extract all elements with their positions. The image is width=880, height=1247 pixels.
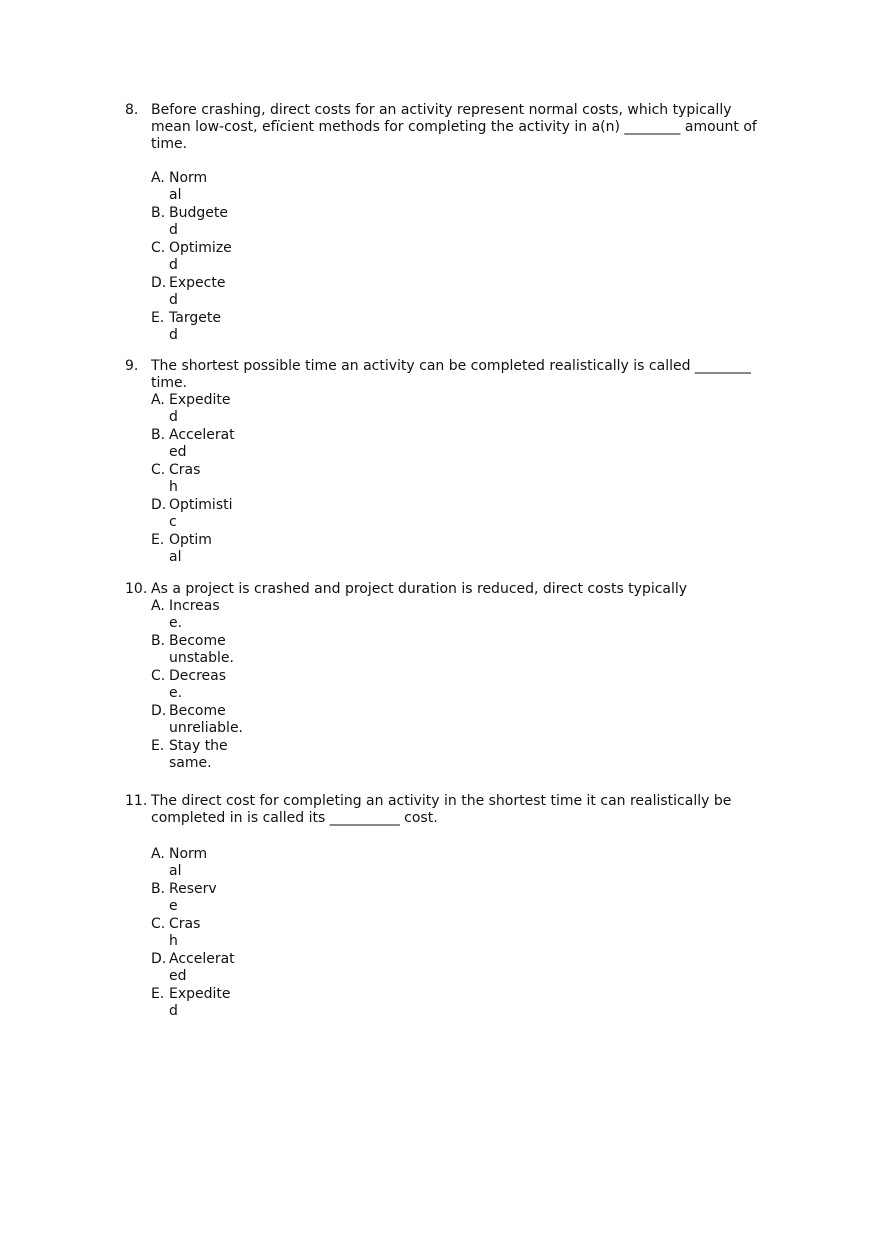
option-e[interactable] [125,986,775,1020]
option-letter: A. [151,846,165,862]
option-d[interactable] [125,275,775,309]
answer-options [125,170,775,344]
question-text: Before crashing, direct costs for an activity represent normal costs, which typically mean low-cost, efïcient methods for completing the activity in a(n) ________ amount of time. [151,102,757,152]
option-c[interactable] [125,240,775,274]
option-e[interactable] [125,738,775,772]
option-b[interactable] [125,427,775,461]
option-letter: A. [151,598,165,614]
option-c[interactable] [125,916,775,950]
option-letter: D. [151,275,167,291]
option-d[interactable] [125,703,775,737]
option-b[interactable] [125,633,775,667]
option-letter: B. [151,633,166,649]
option-text: Expected [169,275,226,308]
option-d[interactable] [125,497,775,531]
option-text: Optimistic [169,497,233,530]
option-text: Become unstable. [169,633,234,666]
option-letter: C. [151,668,166,684]
option-text: Decrease. [169,668,227,701]
answer-options [125,846,775,1020]
question-text: As a project is crashed and project duration is reduced, direct costs typically [151,581,688,597]
question-number: 11. [125,793,148,809]
question-stem [125,102,761,153]
option-a[interactable] [125,598,775,632]
option-text: Targeted [169,310,221,343]
question-text: The direct cost for completing an activity in the shortest time it can realistically be completed in is called its __________ cost. [151,793,732,826]
question-stem [125,581,771,598]
option-letter: A. [151,392,165,408]
option-a[interactable] [125,170,775,204]
option-text: Optimal [169,532,212,565]
option-b[interactable] [125,205,775,239]
option-c[interactable] [125,668,775,702]
option-text: Normal [169,846,208,879]
option-text: Crash [169,462,201,495]
option-text: Become unreliable. [169,703,244,736]
question-8 [125,102,775,345]
option-letter: D. [151,703,167,719]
question-text: The shortest possible time an activity can be completed realistically is called ________ time. [151,358,751,391]
question-number: 8. [125,102,139,118]
option-text: Normal [169,170,208,203]
option-letter: E. [151,738,165,754]
option-text: Accelerated [169,951,235,984]
option-text: Reserve [169,881,217,914]
option-letter: B. [151,427,166,443]
answer-options [125,392,775,566]
option-b[interactable] [125,881,775,915]
option-letter: E. [151,310,165,326]
option-letter: C. [151,240,166,256]
option-text: Stay the same. [169,738,228,771]
question-number: 10. [125,581,148,597]
option-c[interactable] [125,462,775,496]
option-e[interactable] [125,310,775,344]
option-text: Budgeted [169,205,228,238]
option-letter: C. [151,916,166,932]
option-letter: E. [151,532,165,548]
option-d[interactable] [125,951,775,985]
option-a[interactable] [125,846,775,880]
option-letter: C. [151,462,166,478]
question-stem [125,358,771,392]
answer-options [125,598,775,772]
option-letter: B. [151,881,166,897]
option-a[interactable] [125,392,775,426]
option-e[interactable] [125,532,775,566]
option-text: Expedited [169,392,231,425]
question-9 [125,358,775,567]
option-letter: B. [151,205,166,221]
option-letter: A. [151,170,165,186]
question-11 [125,793,775,1021]
option-text: Optimized [169,240,232,273]
option-letter: D. [151,497,167,513]
question-number: 9. [125,358,139,374]
question-10 [125,581,775,773]
option-text: Expedited [169,986,231,1019]
option-text: Increase. [169,598,220,631]
option-letter: D. [151,951,167,967]
option-text: Accelerated [169,427,235,460]
option-letter: E. [151,986,165,1002]
question-stem [125,793,761,827]
option-text: Crash [169,916,201,949]
